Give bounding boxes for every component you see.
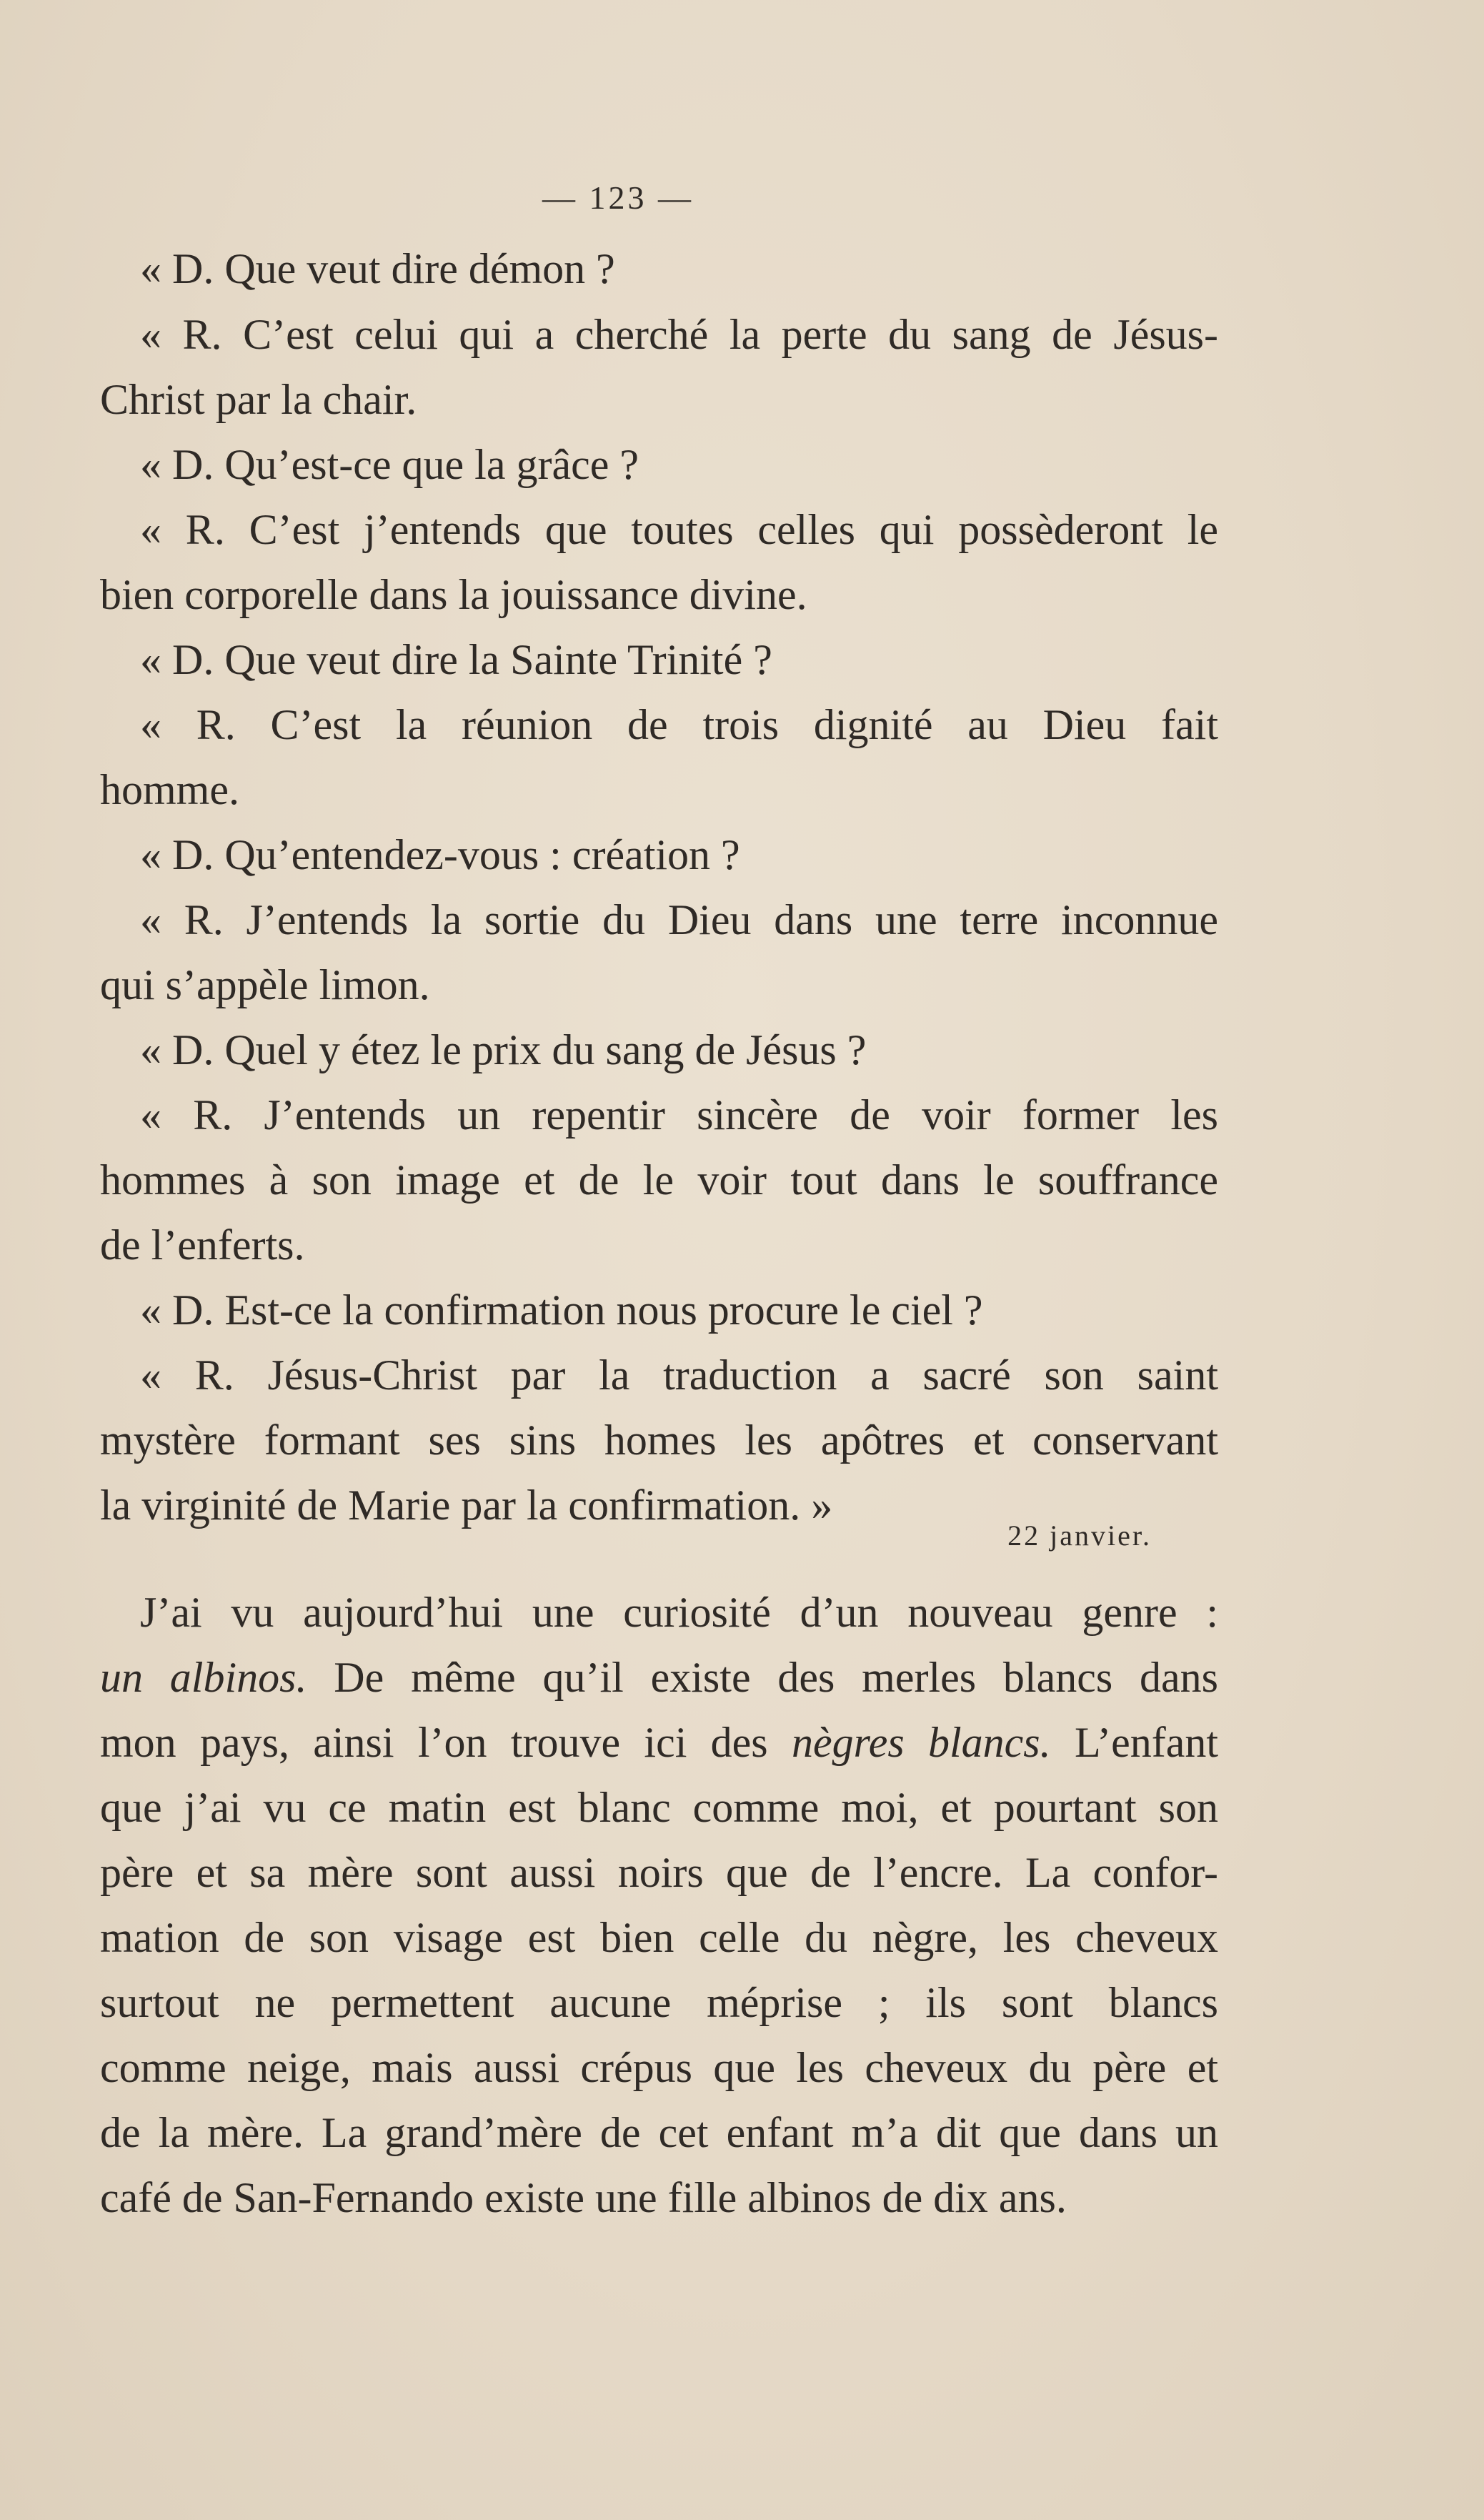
text-segment: L’enfant: [1050, 1719, 1218, 1766]
dialogue-line: mystère formant ses sins homes les apôtres et conservant: [100, 1417, 1218, 1464]
dialogue-line: « R. C’est j’entends que toutes celles qui possèderont le: [140, 506, 1218, 553]
italic-term: nègres blancs.: [791, 1719, 1051, 1766]
text-segment: De même qu’il existe des merles blancs dans: [307, 1654, 1218, 1701]
dialogue-line: « D. Qu’est-ce que la grâce ?: [140, 441, 639, 488]
paragraph-line: que j’ai vu ce matin est blanc comme moi, et pourtant son: [100, 1784, 1218, 1831]
paragraph-line: mation de son visage est bien celle du nègre, les cheveux: [100, 1914, 1218, 1961]
page-number: — 123 —: [542, 179, 694, 216]
dialogue-line: « R. J’entends un repentir sincère de voir former les: [140, 1091, 1218, 1139]
dialogue-line: qui s’appèle limon.: [100, 961, 430, 1008]
paragraph-line: [100, 1652, 1218, 1703]
dialogue-line: « R. C’est celui qui a cherché la perte du sang de Jésus-: [140, 311, 1218, 358]
dialogue-line: « D. Que veut dire démon ?: [140, 245, 615, 292]
dialogue-line: homme.: [100, 766, 239, 813]
dialogue-line: « D. Est-ce la confirmation nous procure le ciel ?: [140, 1286, 983, 1334]
paragraph-line: café de San-Fernando existe une fille albinos de dix ans.: [100, 2174, 1067, 2221]
italic-term: un albinos.: [100, 1654, 307, 1701]
dialogue-line: de l’enferts.: [100, 1221, 305, 1269]
dialogue-line: « D. Que veut dire la Sainte Trinité ?: [140, 636, 772, 683]
text-segment: mon pays, ainsi l’on trouve ici des: [100, 1719, 792, 1766]
dialogue-line: bien corporelle dans la jouissance divine.: [100, 571, 807, 618]
paragraph-line: surtout ne permettent aucune méprise ; ils sont blancs: [100, 1979, 1218, 2026]
dialogue-line: « D. Quel y étez le prix du sang de Jésus ?: [140, 1026, 867, 1073]
dialogue-line: Christ par la chair.: [100, 376, 417, 423]
paragraph-line: [100, 1717, 1218, 1768]
entry-date: 22 janvier.: [1007, 1519, 1152, 1552]
dialogue-line: « D. Qu’entendez-vous : création ?: [140, 831, 740, 878]
paragraph-line: J’ai vu aujourd’hui une curiosité d’un nouveau genre :: [140, 1589, 1218, 1636]
dialogue-line: la virginité de Marie par la confirmation. »: [100, 1482, 833, 1529]
dialogue-line: « R. Jésus-Christ par la traduction a sacré son saint: [140, 1351, 1218, 1399]
dialogue-line: « R. J’entends la sortie du Dieu dans une terre inconnue: [140, 896, 1218, 943]
paragraph-line: de la mère. La grand’mère de cet enfant m’a dit que dans un: [100, 2109, 1218, 2156]
paragraph-line: père et sa mère sont aussi noirs que de l’encre. La confor-: [100, 1849, 1218, 1896]
dialogue-line: hommes à son image et de le voir tout dans le souffrance: [100, 1156, 1218, 1204]
paragraph-line: comme neige, mais aussi crépus que les cheveux du père et: [100, 2044, 1218, 2091]
dialogue-line: « R. C’est la réunion de trois dignité au Dieu fait: [140, 701, 1218, 748]
